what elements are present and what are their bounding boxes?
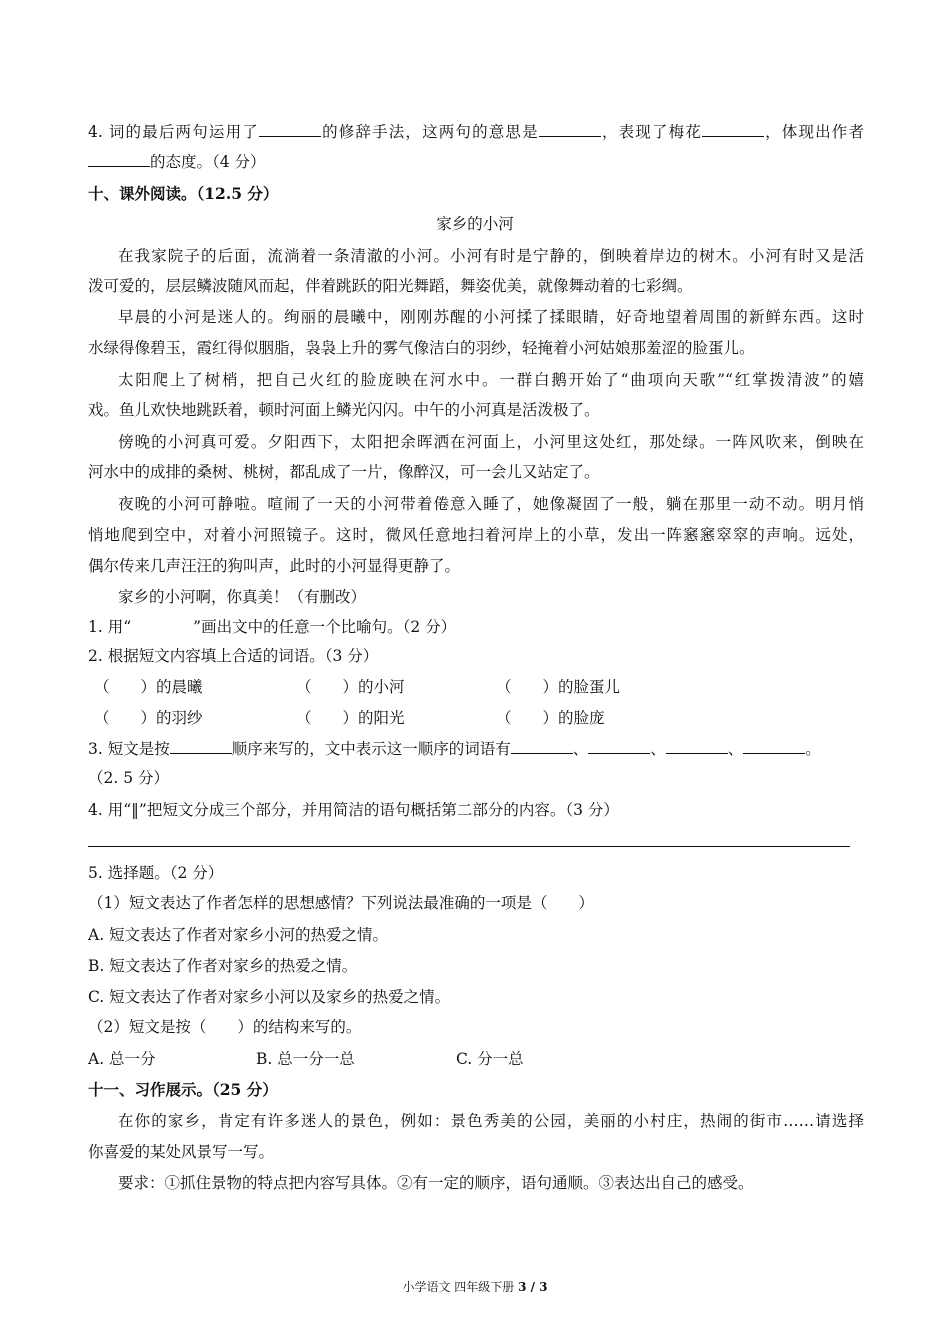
q2-item-2[interactable]: （ ）的小河 <box>296 678 405 696</box>
writing-prompt-l1: 在你的家乡，肯定有许多迷人的景色，例如：景色秀美的公园，美丽的小村庄，热闹的街市……请选择 <box>118 1112 864 1130</box>
passage-p1-l1: 在我家院子的后面，流淌着一条清澈的小河。小河有时是宁静的，倒映着岸边的树木。小河有时又是活 <box>118 247 864 265</box>
q2-item-4[interactable]: （ ）的羽纱 <box>94 709 203 727</box>
passage-p3-l2: 戏。鱼儿欢快地跳跃着，顿时河面上鳞光闪闪。中午的小河真是活泼极了。 <box>88 401 600 419</box>
answer-blank[interactable] <box>743 739 805 754</box>
passage-p1-l2: 泼可爱的，层层鳞波随风而起，伴着跳跃的阳光舞蹈，舞姿优美，就像舞动着的七彩绸。 <box>88 277 693 295</box>
q2-item-1[interactable]: （ ）的晨曦 <box>94 678 203 696</box>
question-4: 4. 用“‖”把短文分成三个部分，并用简洁的语句概括第二部分的内容。（3 分） <box>88 801 619 819</box>
answer-blank[interactable] <box>170 739 232 754</box>
page-footer: 小学语文 四年级下册 3 / 3 <box>402 1280 548 1294</box>
answer-blank[interactable] <box>702 122 764 137</box>
passage-p5-l2: 悄地爬到空中，对着小河照镜子。这时，微风任意地扫着河岸上的小草，发出一阵窸窸窣窣的声响。远处， <box>88 526 864 544</box>
answer-blank[interactable] <box>511 739 573 754</box>
q5-1-option-a[interactable]: A. 短文表达了作者对家乡小河的热爱之情。 <box>88 926 389 944</box>
answer-blank[interactable] <box>539 122 601 137</box>
q5-2-option-c[interactable]: C. 分一总 <box>456 1050 524 1068</box>
question-2: 2. 根据短文内容填上合适的词语。（3 分） <box>88 647 379 665</box>
q5-1-option-c[interactable]: C. 短文表达了作者对家乡小河以及家乡的热爱之情。 <box>88 988 451 1006</box>
question-3-score: （2. 5 分） <box>88 769 170 787</box>
poem-q4-line1: 4. 词的最后两句运用了 的修辞手法，这两句的意思是 ，表现了梅花 ，体现出作者 <box>88 123 864 141</box>
answer-line[interactable] <box>88 846 850 847</box>
passage-title: 家乡的小河 <box>436 215 514 233</box>
writing-requirement: 要求：①抓住景物的特点把内容写具体。②有一定的顺序，语句通顺。③表达出自己的感受。 <box>118 1174 754 1192</box>
answer-blank[interactable] <box>259 122 321 137</box>
passage-p2-l1: 早晨的小河是迷人的。绚丽的晨曦中，刚刚苏醒的小河揉了揉眼睛，好奇地望着周围的新鲜东西。这时 <box>118 308 864 326</box>
passage-p4-l2: 河水中的成排的桑树、桃树，都乱成了一片，像醉汉，可一会儿又站定了。 <box>88 463 600 481</box>
q5-2-option-b[interactable]: B. 总一分一总 <box>256 1050 355 1068</box>
q2-item-5[interactable]: （ ）的阳光 <box>296 709 405 727</box>
question-1: 1. 用“ ”画出文中的任意一个比喻句。（2 分） <box>88 618 457 636</box>
wavy-line-sample <box>131 618 193 632</box>
section-10-heading: 十、课外阅读。（12.5 分） <box>88 184 279 203</box>
q5-2-option-a[interactable]: A. 总一分 <box>88 1050 156 1068</box>
passage-p5-l1: 夜晚的小河可静啦。喧闹了一天的小河带着倦意入睡了，她像凝固了一般，躺在那里一动不动。明月悄 <box>118 495 864 513</box>
answer-blank[interactable] <box>666 739 728 754</box>
question-5-2: （2）短文是按（ ）的结构来写的。 <box>88 1018 362 1036</box>
question-5-1: （1）短文表达了作者怎样的思想感情？下列说法最准确的一项是（ ） <box>88 894 594 912</box>
poem-q4-line2: 的态度。（4 分） <box>88 152 864 172</box>
q2-item-6[interactable]: （ ）的脸庞 <box>496 709 605 727</box>
answer-blank[interactable] <box>88 152 150 167</box>
passage-p5-l3: 偶尔传来几声汪汪的狗叫声，此时的小河显得更静了。 <box>88 557 461 575</box>
question-5: 5. 选择题。（2 分） <box>88 864 224 882</box>
passage-p4-l1: 傍晚的小河真可爱。夕阳西下，太阳把余晖洒在河面上，小河里这处红，那处绿。一阵风吹来，倒映在 <box>118 433 864 451</box>
passage-p6-l1: 家乡的小河啊，你真美！（有删改） <box>118 588 367 606</box>
q2-item-3[interactable]: （ ）的脸蛋儿 <box>496 678 621 696</box>
passage-p2-l2: 水绿得像碧玉，霞红得似胭脂，袅袅上升的雾气像洁白的羽纱，轻掩着小河姑娘那羞涩的脸蛋儿。 <box>88 339 755 357</box>
answer-blank[interactable] <box>588 739 650 754</box>
question-3: 3. 短文是按 顺序来写的，文中表示这一顺序的词语有 、 、 、 。 <box>88 740 821 758</box>
q5-1-option-b[interactable]: B. 短文表达了作者对家乡的热爱之情。 <box>88 957 358 975</box>
page-number: 3 / 3 <box>518 1280 548 1294</box>
passage-p3-l1: 太阳爬上了树梢，把自己火红的脸庞映在河水中。一群白鹅开始了“曲项向天歌”“红掌拨清波”的嬉 <box>118 371 864 389</box>
writing-prompt-l2: 你喜爱的某处风景写一写。 <box>88 1143 275 1161</box>
section-11-heading: 十一、习作展示。（25 分） <box>88 1080 278 1099</box>
